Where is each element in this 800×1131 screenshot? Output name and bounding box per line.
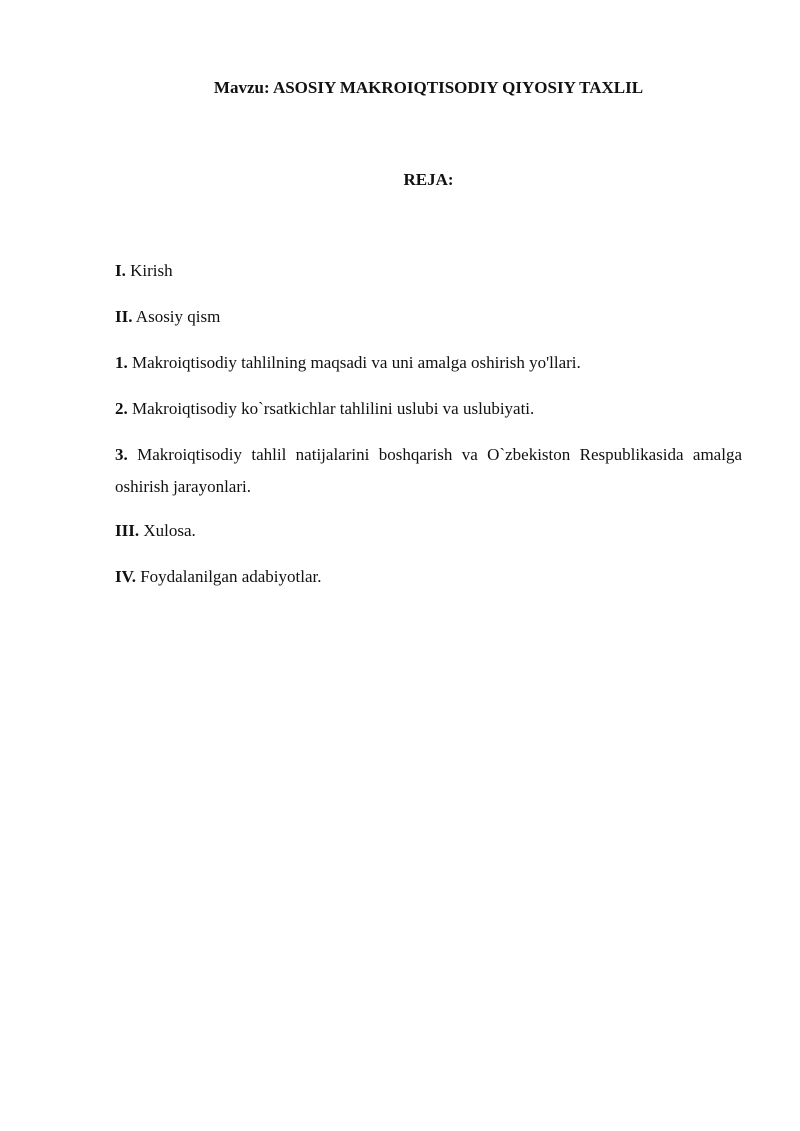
outline-text: Makroiqtisodiy tahlilning maqsadi va uni amalga oshirish yo'llari. [132,353,581,372]
outline-item-references [115,565,742,589]
outline-marker: I. [115,261,126,280]
outline-text: Makroiqtisodiy tahlil natijalarini boshqarish va O`zbekiston Respublikasida amalga oshirish jarayonlari. [115,445,742,496]
outline-item-section-3 [115,439,742,503]
title-prefix: Mavzu: [213,78,273,97]
outline-item-conclusion [115,519,742,543]
outline-item-section-1 [115,351,742,375]
outline-marker: IV. [115,567,136,586]
outline-item-introduction [115,259,742,283]
outline-item-main-part [115,305,742,329]
outline-marker: III. [115,521,140,540]
outline-item-section-2 [115,397,742,421]
outline-marker: 2. [115,399,128,418]
outline-text: Foydalanilgan adabiyotlar. [140,567,322,586]
outline-text: Asosiy qism [135,307,221,326]
title-text: ASOSIY MAKROIQTISODIY QIYOSIY TAXLIL [272,78,644,97]
document-title [0,77,800,99]
outline-marker: 1. [115,353,128,372]
plan-outline [115,259,742,611]
outline-marker: 3. [115,445,128,464]
outline-text: Xulosa. [143,521,196,540]
outline-text: Kirish [130,261,173,280]
outline-marker: II. [115,307,133,326]
outline-text: Makroiqtisodiy ko`rsatkichlar tahlilini uslubi va uslubiyati. [132,399,535,418]
plan-heading: REJA: [403,170,454,189]
